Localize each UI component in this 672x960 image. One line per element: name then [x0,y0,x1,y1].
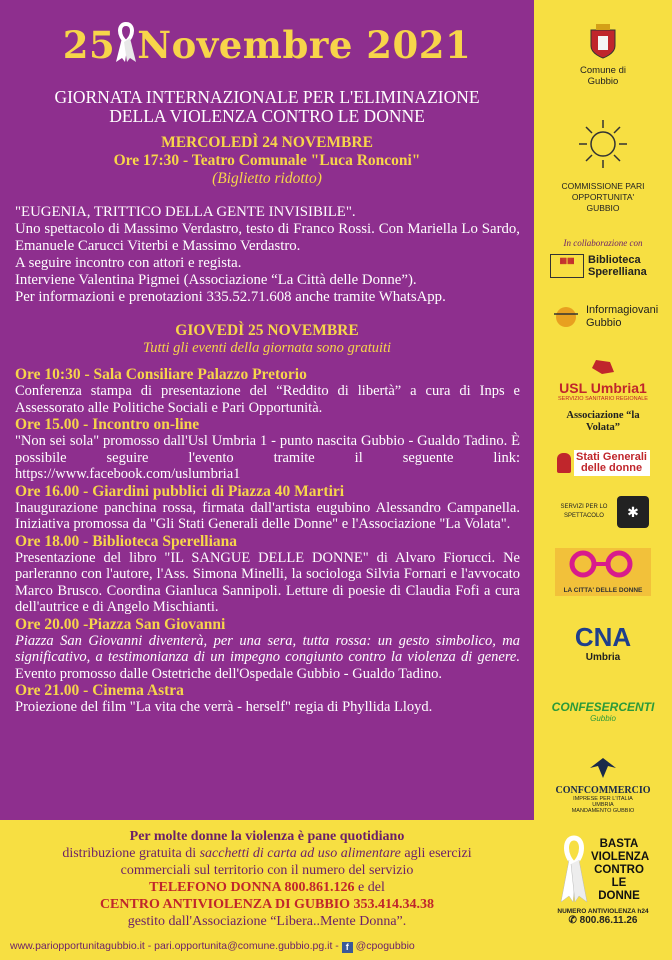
umbria-map-icon [590,358,616,376]
event-title: Ore 20.00 -Piazza San Giovanni [15,615,226,633]
cna-sublabel: Umbria [585,652,621,663]
servizi-label: SERVIZI PER LO SPETTACOLO [560,504,608,519]
footer-text: commerciali sul territorio con il numero del servizio [120,863,414,878]
logo-confesercenti [534,700,672,723]
collab-label-wrap [534,238,672,248]
event-item [15,483,520,533]
event-24-desc-line: Per informazioni e prenotazioni 335.52.71.608 anche tramite WhatsApp. [15,289,446,305]
page-title [0,22,534,67]
event-text: Evento promosso dalle Ostetriche dell'Ospedale Gubbio - Gualdo Tadino. [15,665,442,682]
biblioteca-label: Biblioteca Sperelliana [588,254,647,278]
stati-label: Stati Generali delle donne [574,450,650,476]
logo-informagiovani [534,302,672,332]
footer-text: gestito dall'Associazione “Libera..Mente Donna”. [127,914,407,929]
event-24-desc-line: Uno spettacolo di Massimo Verdastro, testo di Franco Rossi. Con Mariella Lo Sardo, Emanuele Carucci Viterbi e Massimo Verdastro. [15,221,520,254]
event-24-desc-line: "EUGENIA, TRITTICO DELLA GENTE INVISIBILE". [15,204,356,220]
event-item [15,533,520,616]
commissione-label: COMMISSIONE PARI OPPORTUNITA' GUBBIO [561,181,645,213]
event-text: Presentazione del libro "IL SANGUE DELLE DONNE" di Alvaro Fiorucci. Ne parleranno con l'autore, l'Ass. Simona Minelli, la sociologa Silvia Fornari e l'avvocato Marco Brusco. Coordina Gianluca Sannipoli. Letture di poesie di Claudia Fofi a cura dell'autrice e di Angelo Mischianti. [15,549,520,615]
phone-icon: ✆ [568,915,577,926]
event-item [15,416,520,483]
logo-citta-donne [534,548,672,596]
event-item [15,616,520,683]
volata-label: Associazione “la Volata” [566,410,640,433]
logo-basta-violenza [534,834,672,926]
facebook-icon: f [342,942,353,953]
event-24-time-place: Ore 17:30 - Teatro Comunale "Luca Ronconi" [113,152,421,169]
event-item [15,366,520,416]
commissione-sun-icon [577,118,629,170]
event-25-list [15,366,520,716]
confcommercio-sublabel3: MANDAMENTO GUBBIO [571,808,635,814]
event-24-header [0,134,534,188]
spettacolo-icon: ✱ [617,496,649,528]
ribbon-icon [113,22,139,64]
footer-links-text[interactable]: www.pariopportunitagubbio.it - pari.opportunita@comune.gubbio.pg.it - [10,940,339,952]
sidebar-logos [534,0,672,960]
event-title: Ore 18.00 - Biblioteca Sperelliana [15,532,238,550]
telefono-donna: TELEFONO DONNA 800.861.126 [149,880,355,895]
facebook-handle[interactable]: @cpogubbio [355,940,415,952]
logo-comune-gubbio [534,22,672,87]
logo-volata [534,410,672,434]
eagle-icon [588,754,618,780]
title-day: 25 [62,23,116,67]
citta-label: LA CITTA' DELLE DONNE [563,587,643,594]
logo-confcommercio [534,754,672,814]
subtitle [0,88,534,126]
event-24-description [15,204,520,306]
white-ribbon-icon [559,834,589,906]
informagiovani-icon [550,302,582,332]
citta-donne-badge [555,548,651,596]
event-title: Ore 16.00 - Giardini pubblici di Piazza 40 Martiri [15,482,345,500]
footer-links [10,940,534,953]
logo-commissione [534,118,672,214]
event-item [15,682,520,716]
event-24-desc-line: A seguire incontro con attori e regista. [15,255,242,271]
glasses-icon [555,548,651,582]
event-title: Ore 21.00 - Cinema Astra [15,682,184,699]
numero-label: NUMERO ANTIVIOLENZA h24 [557,908,649,915]
informagiovani-label: Informagiovani Gubbio [586,304,659,329]
footer-text: distribuzione gratuita di [62,846,197,861]
event-text: Proiezione del film "La vita che verrà - herself" regia di Phyllida Lloyd. [15,699,433,715]
usl-label: USL Umbria1 [559,380,647,396]
centro-antiviolenza: CENTRO ANTIVIOLENZA DI GUBBIO 353.414.34.38 [99,897,435,912]
event-25-date: GIOVEDÌ 25 NOVEMBRE [175,322,359,339]
comune-label: Comune di Gubbio [580,65,626,87]
event-25-note: Tutti gli eventi della giornata sono gratuiti [142,340,392,356]
footer [0,820,534,960]
confcommercio-label: CONFCOMMERCIO [555,785,651,796]
confesercenti-label: CONFESERCENTI [551,700,655,714]
title-rest: Novembre 2021 [137,23,472,67]
confesercenti-sublabel: Gubbio [590,714,616,723]
confcommercio-sublabel: IMPRESE PER L'ITALIA [573,796,633,802]
collab-label: In collaborazione con [563,238,643,248]
usl-sublabel: SERVIZIO SANITARIO REGIONALE [558,396,648,402]
event-25-header [0,322,534,356]
biblioteca-icon: ▦▦ [550,254,584,278]
cna-label: CNA [574,622,632,652]
event-text: Inaugurazione panchina rossa, firmata dall'artista eugubino Alessandro Campanella. Iniziativa promossa da "Gli Stati Generali delle Donne" e l'Associazione "La Volata". [15,499,520,532]
footer-text: agli esercizi [404,846,472,861]
footer-text-italic: sacchetti di carta ad uso alimentare [199,846,401,861]
logo-stati-generali [534,450,672,476]
footer-text: e del [354,880,385,895]
footer-headline: Per molte donne la violenza è pane quotidiano [129,829,405,844]
logo-servizi-spettacolo [534,496,672,528]
subtitle-line2: DELLA VIOLENZA CONTRO LE DONNE [109,106,425,126]
event-text: Conferenza stampa di presentazione del “Reddito di libertà” a cura di Inps e Assessorato alle Politiche Sociali e Pari Opportunità. [15,383,520,416]
event-24-date: MERCOLEDÌ 24 NOVEMBRE [161,134,373,151]
event-text-italic: Piazza San Giovanni diventerà, per una sera, tutta rossa: un gesto simbolico, ma significativo, a testimonianza di un impegno congiunto contro la violenza di genere. [15,632,520,665]
event-title: Ore 15.00 - Incontro on-line [15,416,200,433]
basta-label: BASTA VIOLENZA CONTRO LE DONNE [591,837,650,902]
event-title: Ore 10:30 - Sala Consiliare Palazzo Pretorio [15,366,307,383]
logo-usl [534,358,672,402]
event-text: "Non sei sola" promosso dall'Usl Umbria 1 - punto nascita Gubbio - Gualdo Tadino. È possibile seguire l'evento tramite il seguente link: https://www.facebook.com/uslumbria1 [15,433,520,482]
crest-icon [588,22,618,60]
woman-icon [557,453,571,473]
logo-cna [534,622,672,663]
event-24-ticket: (Biglietto ridotto) [212,170,322,187]
event-24-desc-line: Interviene Valentina Pigmei (Associazione “La Città delle Donne”). [15,272,417,288]
logo-biblioteca [534,254,672,278]
subtitle-line1: GIORNATA INTERNAZIONALE PER L'ELIMINAZIONE [54,87,480,107]
numero-antiviolenza[interactable]: 800.86.11.26 [579,915,638,926]
confcommercio-sublabel2: UMBRIA [592,802,614,808]
